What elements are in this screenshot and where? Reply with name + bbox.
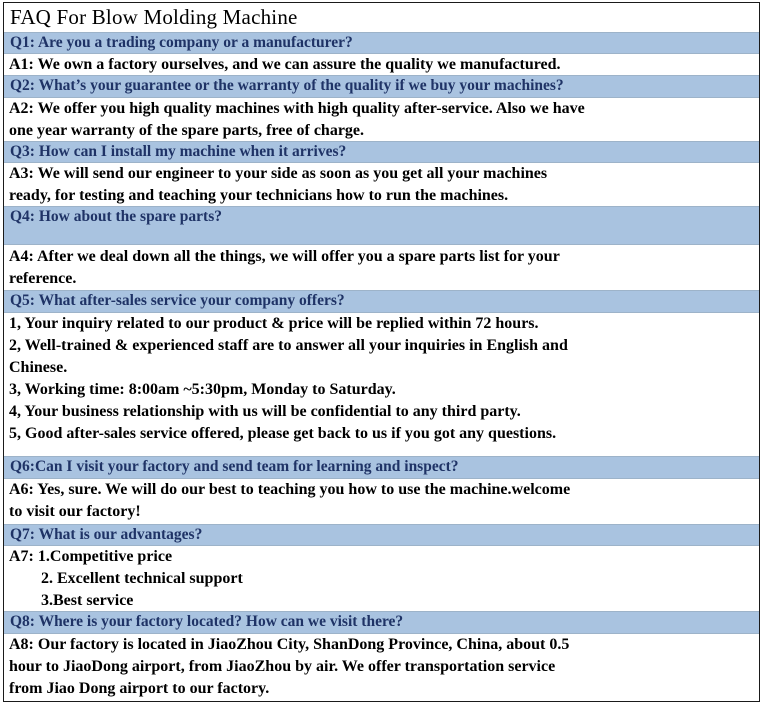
- faq-title: FAQ For Blow Molding Machine: [10, 5, 298, 29]
- answer-line: A1: We own a factory ourselves, and we can assure the quality we manufactured.: [9, 56, 561, 73]
- answer-line: 4, Your business relationship with us will be confidential to any third party.: [9, 403, 521, 420]
- faq-table: [3, 2, 760, 702]
- answer-line: reference.: [9, 270, 77, 287]
- question-5: Q5: What after-sales service your company offers?: [4, 290, 759, 312]
- answer-line: ready, for testing and teaching your technicians how to run the machines.: [9, 187, 509, 204]
- answer-7: [4, 545, 759, 611]
- answer-line: A8: Our factory is located in JiaoZhou City, ShanDong Province, China, about 0.5: [9, 636, 570, 653]
- answer-6: [4, 478, 759, 524]
- question-8: Q8: Where is your factory located? How can we visit there?: [4, 611, 759, 633]
- answer-3: [4, 162, 759, 206]
- answer-line: from Jiao Dong airport to our factory.: [9, 680, 270, 697]
- answer-line: A6: Yes, sure. We will do our best to teaching you how to use the machine.welcome: [9, 481, 571, 498]
- answer-line: A2: We offer you high quality machines with high quality after-service. Also we have: [9, 100, 585, 117]
- answer-line: one year warranty of the spare parts, free of charge.: [9, 122, 365, 139]
- question-1: Q1: Are you a trading company or a manufacturer?: [4, 32, 759, 53]
- answer-line: 5, Good after-sales service offered, please get back to us if you got any questions.: [9, 425, 557, 442]
- question-7: Q7: What is our advantages?: [4, 524, 759, 545]
- answer-line: A7: 1.Competitive price: [9, 548, 173, 565]
- answer-line: to visit our factory!: [9, 503, 141, 520]
- question-6: Q6:Can I visit your factory and send team for learning and inspect?: [4, 456, 759, 478]
- answer-2: [4, 97, 759, 141]
- answer-line: A3: We will send our engineer to your side as soon as you get all your machines: [9, 165, 548, 182]
- answer-line: 1, Your inquiry related to our product & price will be replied within 72 hours.: [9, 315, 539, 332]
- answer-5: [4, 312, 759, 456]
- question-3: Q3: How can I install my machine when it arrives?: [4, 141, 759, 162]
- answer-line: hour to JiaoDong airport, from JiaoZhou by air. We offer transportation service: [9, 658, 556, 675]
- answer-line: 3.Best service: [41, 592, 134, 609]
- answer-line: A4: After we deal down all the things, we will offer you a spare parts list for your: [9, 248, 560, 265]
- answer-4: [4, 244, 759, 290]
- answer-1: [4, 53, 759, 75]
- question-4: Q4: How about the spare parts?: [4, 206, 759, 244]
- answer-line: Chinese.: [9, 359, 68, 376]
- answer-line: 2. Excellent technical support: [41, 570, 243, 587]
- answer-8: [4, 633, 759, 701]
- answer-line: 2, Well-trained & experienced staff are to answer all your inquiries in English and: [9, 337, 568, 354]
- question-2: Q2: What’s your guarantee or the warranty of the quality if we buy your machines?: [4, 75, 759, 97]
- answer-line: 3, Working time: 8:00am ~5:30pm, Monday to Saturday.: [9, 381, 396, 398]
